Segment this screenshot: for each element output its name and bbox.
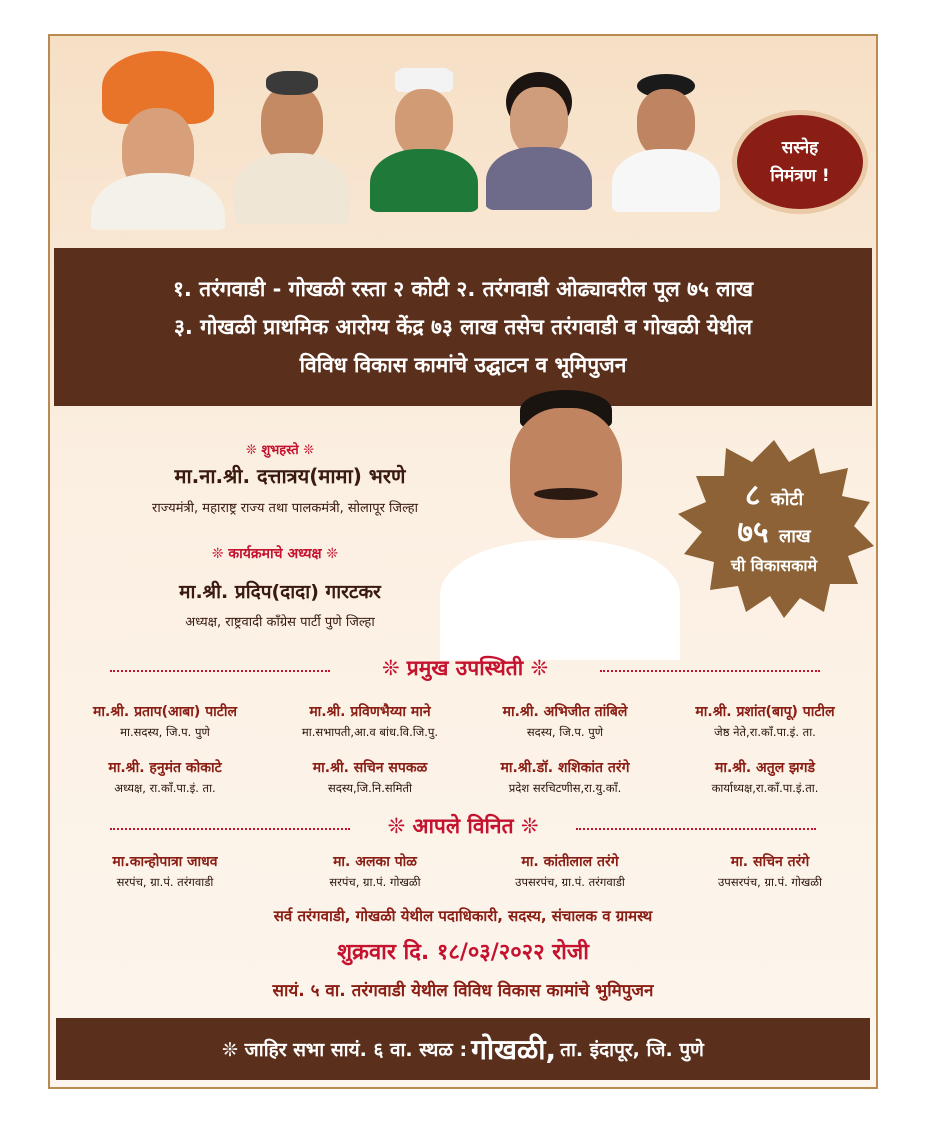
presence-heading: ❊ प्रमुख उपस्थिती ❊: [381, 656, 549, 680]
time-line: सायं. ५ वा. तरंगवाडी येथील विविध विकास कामांचे भुमिपुजन: [272, 981, 654, 1001]
president-heading: ❊ कार्यक्रमाचे अध्यक्ष ❊: [211, 546, 339, 562]
leader-photo-5: [610, 62, 722, 212]
badge-line-1: सस्नेह: [781, 138, 819, 158]
host-item: मा. सचिन तरंगे उपसरपंच, ग्रा.पं. गोखळी: [718, 854, 822, 889]
headline-line-2: ३. गोखळी प्राथमिक आरोग्य केंद्र ७३ लाख तसेच तरंगवाडी व गोखळी येथील: [173, 315, 753, 339]
budget-badge: [674, 440, 874, 618]
badge-line-2: निमंत्रण !: [770, 166, 830, 186]
footer-prefix: ❊ जाहिर सभा सायं. ६ वा. स्थळ :: [222, 1039, 468, 1061]
budget-line-3: ची विकासकामे: [730, 556, 818, 575]
divider-left-1: [110, 670, 330, 672]
host-item: मा. कांतीलाल तरंगे उपसरपंच, ग्रा.पं. तरंगवाडी: [515, 854, 625, 889]
presence-item: मा.श्री. हनुमंत कोकाटे अध्यक्ष, रा.काँ.पा.इं. ता.: [108, 760, 222, 795]
leader-photo-2: [232, 54, 352, 224]
presence-item: मा.श्री. अभिजीत तांबिले सदस्य, जि.प. पुणे: [502, 704, 628, 739]
chief-guest-heading: ❊ शुभहस्ते ❊: [245, 443, 315, 458]
budget-amount-1: ८: [744, 478, 761, 513]
presence-item: मा.श्री. अतुल झगडे कार्याध्यक्ष,रा.काँ.पा.इं.ता.: [711, 760, 819, 795]
chief-guest-name: मा.ना.श्री. दत्तात्रय(मामा) भरणे: [174, 464, 406, 488]
headline-line-3: विविध विकास कामांचे उद्घाटन व भूमिपुजन: [299, 353, 627, 377]
presence-item: मा.श्री. प्रताप(आबा) पाटील मा.सदस्य, जि.प. पुणे: [93, 704, 237, 739]
host-item: मा. अलका पोळ सरपंच, ग्रा.पं. गोखळी: [329, 854, 421, 889]
footer-suffix: ता. इंदापूर, जि. पुणे: [560, 1039, 704, 1061]
divider-left-2: [110, 828, 350, 830]
invitation-badge: [732, 110, 868, 214]
host-item: मा.कान्होपात्रा जाधव सरपंच, ग्रा.पं. तरंगवाडी: [112, 854, 218, 889]
budget-unit-2: लाख: [779, 526, 811, 547]
chief-guest-role: राज्यमंत्री, महाराष्ट्र राज्य तथा पालकमंत्री, सोलापूर जिल्हा: [152, 501, 418, 516]
footer-band: [56, 1018, 870, 1080]
leader-photo-4: [484, 60, 594, 210]
presence-item: मा.श्री. प्रविणभैय्या माने मा.सभापती,आ.व बांध.वि.जि.पु.: [301, 704, 439, 739]
footer-place: गोखळी,: [471, 1033, 557, 1066]
headline-line-1: १. तरंगवाडी - गोखळी रस्ता २ कोटी २. तरंगवाडी ओढ्यावरील पूल ७५ लाख: [172, 277, 754, 301]
divider-right-2: [576, 828, 816, 830]
headline-band: [54, 248, 872, 406]
presence-item: मा.श्री.डॉ. शशिकांत तरंगे प्रदेश सरचिटणीस,रा.यु.काँ.: [500, 760, 630, 795]
hosts-heading: ❊ आपले विनित ❊: [387, 814, 539, 838]
leader-photo-3: [368, 62, 480, 212]
presence-item: मा.श्री. सचिन सपकळ सदस्य,जि.नि.समिती: [312, 760, 428, 795]
all-members-line: सर्व तरंगवाडी, गोखळी येथील पदाधिकारी, सदस्य, संचालक व ग्रामस्थ: [273, 907, 653, 925]
budget-amount-2: ७५: [737, 515, 769, 550]
presence-item: मा.श्री. प्रशांत(बापू) पाटील जेष्ठ नेते,रा.काँ.पा.इं. ता.: [695, 704, 835, 739]
main-leader-photo: [440, 390, 680, 652]
president-name: मा.श्री. प्रदिप(दादा) गारटकर: [179, 581, 381, 603]
leader-photo-1: [88, 40, 228, 230]
president-role: अध्यक्ष, राष्ट्रवादी काँग्रेस पार्टी पुणे जिल्हा: [185, 615, 375, 630]
date-line: शुक्रवार दि. १८/०३/२०२२ रोजी: [337, 940, 589, 965]
divider-right-1: [600, 670, 820, 672]
budget-unit-1: कोटी: [770, 489, 804, 510]
